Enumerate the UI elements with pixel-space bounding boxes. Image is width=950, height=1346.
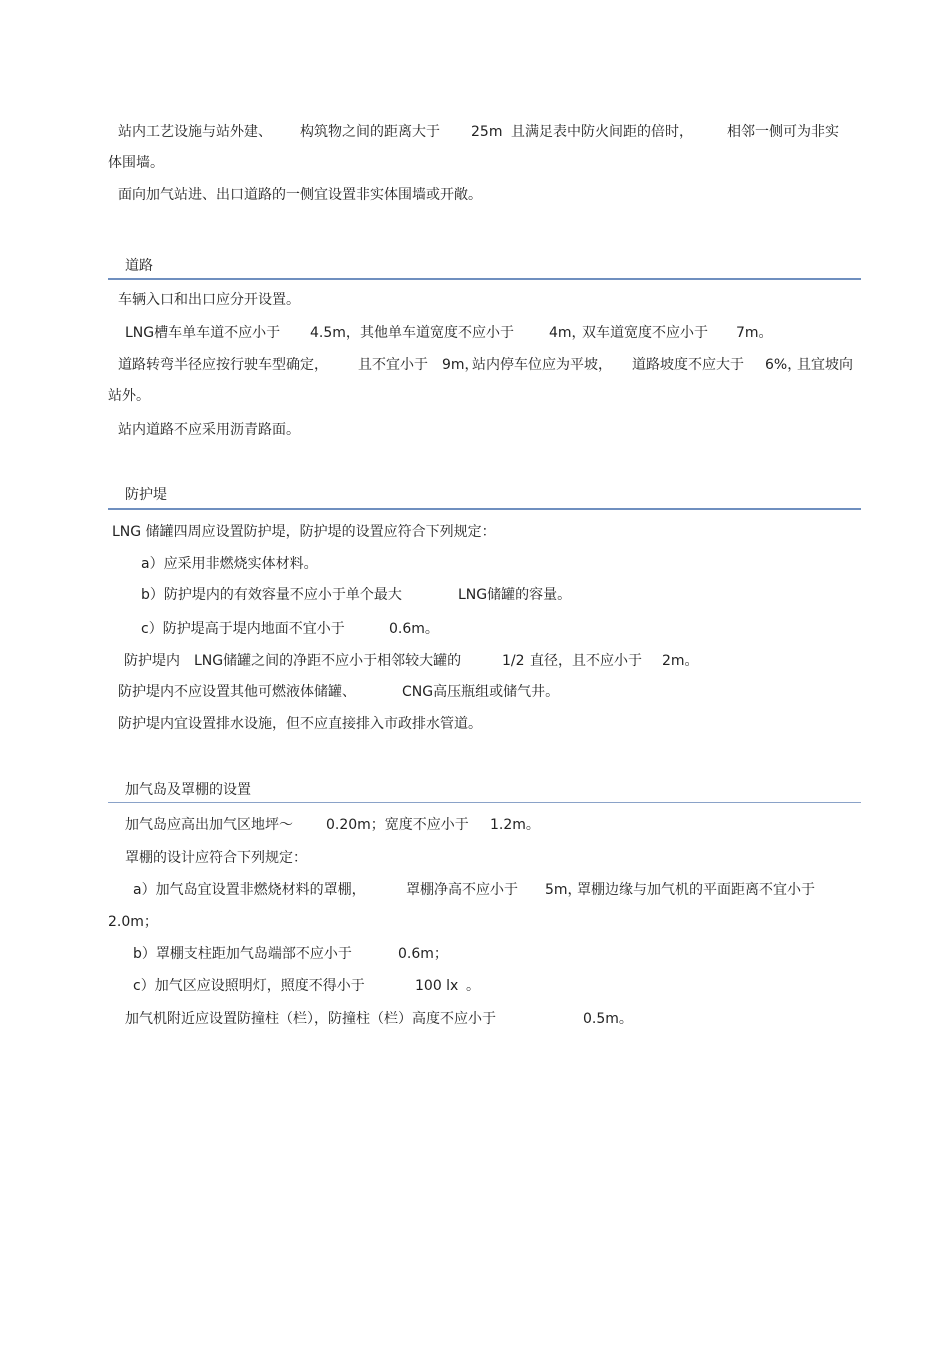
text-segment: 站内工艺设施与站外建、 <box>118 124 272 140</box>
text-segment: 1.2m。 <box>490 817 540 833</box>
road-paragraph-1: 车辆入口和出口应分开设置。 <box>118 292 300 308</box>
section-divider <box>108 508 861 510</box>
text-segment: a）加气岛宜设置非燃烧材料的罩棚， <box>133 882 366 898</box>
text-segment: 4.5m， <box>310 325 360 341</box>
text-segment: 罩棚净高不应小于 <box>406 882 518 898</box>
text-segment: CNG高压瓶组或储气井。 <box>402 684 560 700</box>
dike-paragraph-4: 防护堤内宜设置排水设施，但不应直接排入市政排水管道。 <box>118 716 482 732</box>
text-segment: 且满足表中防火间距的倍时， <box>511 124 693 140</box>
text-segment: 道路转弯半径应按行驶车型确定， <box>118 357 328 373</box>
text-segment: b）防护堤内的有效容量不应小于单个最大 <box>141 587 402 603</box>
text-segment: 相邻一侧可为非实 <box>727 124 839 140</box>
dike-paragraph-1: LNG 储罐四周应设置防护堤，防护堤的设置应符合下列规定： <box>112 524 496 540</box>
text-segment: 0.20m；宽度不应小于 <box>326 817 469 833</box>
text-segment: 加气岛应高出加气区地坪～ <box>125 817 293 833</box>
text-segment: 其他单车道宽度不应小于 <box>360 325 514 341</box>
text-segment: 道路坡度不应大于 <box>632 357 744 373</box>
text-segment: 5m， <box>545 882 582 898</box>
text-segment: 。 <box>466 978 480 994</box>
open-side-paragraph: 面向加气站进、出口道路的一侧宜设置非实体围墙或开敞。 <box>118 187 482 203</box>
text-segment: 0.6m。 <box>389 621 439 637</box>
text-segment: b）罩棚支柱距加气岛端部不应小于 <box>133 946 352 962</box>
road-paragraph-3-continued: 站外。 <box>108 388 150 404</box>
text-segment: 防护堤内 <box>124 653 180 669</box>
text-segment: 7m。 <box>736 325 773 341</box>
text-segment: 0.5m。 <box>583 1011 633 1027</box>
text-segment: 直径，且不应小于 <box>530 653 642 669</box>
text-segment: 9m， <box>442 357 479 373</box>
canopy-item-a-continued: 2.0m； <box>108 914 158 930</box>
text-segment: 防护堤内不应设置其他可燃液体储罐、 <box>118 684 356 700</box>
text-segment: c）加气区应设照明灯，照度不得小于 <box>133 978 365 994</box>
section-heading-road: 道路 <box>125 258 153 274</box>
text-segment: 且不宜小于 <box>358 357 428 373</box>
island-paragraph-2: 罩棚的设计应符合下列规定： <box>125 850 307 866</box>
section-divider <box>108 278 861 280</box>
section-divider <box>108 802 861 803</box>
text-segment: 加气机附近应设置防撞柱（栏），防撞柱（栏）高度不应小于 <box>125 1011 496 1027</box>
text-segment: 6%， <box>765 357 802 373</box>
wall-paragraph-continued: 体围墙。 <box>108 155 164 171</box>
text-segment: 且宜坡向 <box>797 357 853 373</box>
text-segment: 2m。 <box>662 653 699 669</box>
text-segment: c）防护堤高于堤内地面不宜小于 <box>141 621 345 637</box>
text-segment: 1/2 <box>502 653 525 669</box>
text-segment: 构筑物之间的距离大于 <box>300 124 440 140</box>
text-segment: LNG储罐的容量。 <box>458 587 572 603</box>
text-segment: 25m <box>471 124 503 140</box>
text-segment: 站内停车位应为平坡， <box>472 357 612 373</box>
text-segment: 4m， <box>549 325 586 341</box>
text-segment: 双车道宽度不应小于 <box>582 325 708 341</box>
dike-item-a: a）应采用非燃烧实体材料。 <box>141 556 318 572</box>
text-segment: 100 lx <box>415 978 459 994</box>
text-segment: LNG储罐之间的净距不应小于相邻较大罐的 <box>194 653 462 669</box>
section-heading-island: 加气岛及罩棚的设置 <box>125 782 251 798</box>
text-segment: 0.6m； <box>398 946 448 962</box>
text-segment: 罩棚边缘与加气机的平面距离不宜小于 <box>577 882 815 898</box>
road-paragraph-4: 站内道路不应采用沥青路面。 <box>118 422 300 438</box>
section-heading-dike: 防护堤 <box>125 487 167 503</box>
text-segment: LNG槽车单车道不应小于 <box>125 325 281 341</box>
